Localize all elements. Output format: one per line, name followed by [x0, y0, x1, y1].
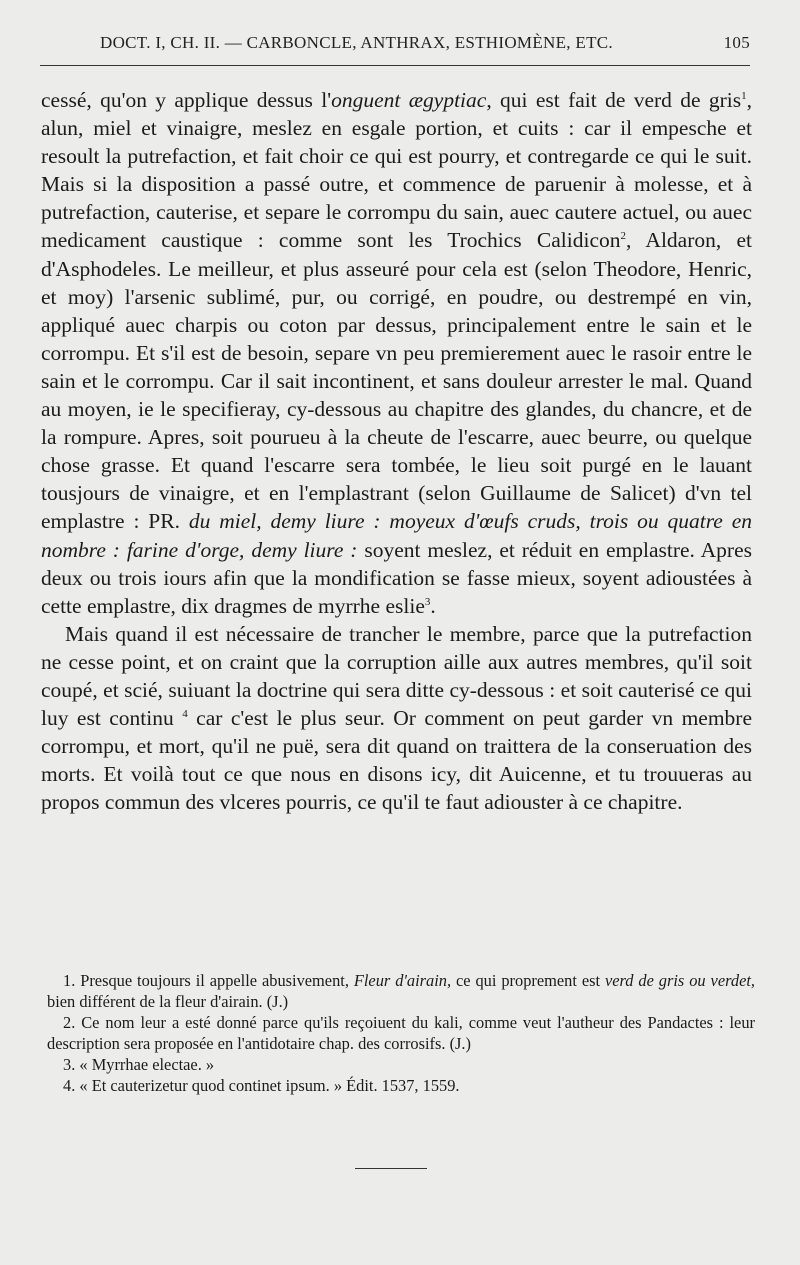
page-number: 105	[723, 33, 750, 52]
footnote-ref-3: 3	[424, 595, 431, 608]
header-rule	[40, 65, 750, 66]
recipe-italic: du miel, demy liure : moyeux d'œufs cruds, trois ou quatre en nombre : farine d'orge, demy liure :	[41, 509, 752, 562]
footnote-ref-4: 4	[182, 708, 188, 721]
end-rule	[355, 1168, 427, 1169]
paragraph-2: Mais quand il est nécessaire de trancher le membre, parce que la putrefaction ne cesse point, et on craint que la corruption aille aux autres membres, qu'il soit coupé, et scié, suiuant la doctrine qui sera ditte cy-dessous : et soit cauterisé ce qui luy est continu $^4$ car c'est le plus seur. Or comment on peut garder vn membre corrompu, et mort, qu'il ne puë, sera dit quand on traittera de la conseruation des morts. Et voilà tout ce que nous en disons icy, dit Auicenne, et tu trouueras au propos commun des vlceres pourris, ce qu'il te faut adiouster à ce chapitre.	[41, 621, 753, 815]
paragraph-1: cessé, qu'on y applique dessus l'onguent ægyptiac, qui est fait de verd de gris$^1$, alun, miel et vinaigre, meslez en esgale portion, et cuits : car il empesche et resoult la putrefaction, et fait choir ce qui est pourry, et contregarde ce qui le suit. Mais si la disposition a passé outre, et commence de paruenir à molesse, et à putrefaction, cauterise, et separe le corrompu du sain, auec cautere actuel, ou auec medicament caustique : comme sont les Trochics Calidicon$^2$, Aldaron, et d'Asphodeles. Le meilleur, et plus asseuré pour cela est (selon Theodore, Henric, et moy) l'arsenic sublimé, pur, ou corrigé, en poudre, ou destrempé en vin, appliqué auec charpis ou coton par dessus, principalement entre le sain et le corrompu. Et s'il est de besoin, separe vn peu premierement auec le rasoir entre le sain et le corrompu. Car il sait incontinent, et sans douleur arrester le mal. Quand au moyen, ie le specifieray, cy-dessous au chapitre des glandes, du chancre, et de la rompure. Apres, soit pourueu à la cheute de l'escarre, auec beurre, ou quelque chose grasse. Et quand l'escarre sera tombée, le lieu soit purgé en le lauant tousjours de vinaigre, et en l'emplastrant (selon Guillaume de Salicet) d'vn tel emplastre : PR. du miel, demy liure : moyeux d'œufs cruds, trois ou quatre en nombre : farine d'orge, demy liure : soyent meslez, et réduit en emplastre. Apres deux ou trois iours afin que la mondification se fasse mieux, soyent adioustées à cette emplastre, dix dragmes de myrrhe eslie$^3$.	[41, 88, 753, 618]
footnote-ref-1: 1	[741, 90, 747, 102]
footnotes	[47, 970, 755, 1096]
footnote-1: 1. Presque toujours il appelle abusivement, Fleur d'airain, ce qui proprement est verd de gris ou verdet, bien différent de la fleur d'airain. (J.)	[47, 971, 755, 1011]
main-text	[41, 86, 752, 816]
footnote-3: 3. « Myrrhae electae. »	[63, 1055, 215, 1074]
footnote-ref-2: 2	[620, 230, 626, 243]
running-title: DOCT. I, CH. II. — CARBONCLE, ANTHRAX, ESTHIOMÈNE, ETC.	[100, 33, 613, 52]
footnote-4: 4. « Et cauterizetur quod continet ipsum. » Édit. 1537, 1559.	[63, 1076, 460, 1095]
italic-phrase: onguent ægyptiac	[331, 88, 487, 112]
footnote-2: 2. Ce nom leur a esté donné parce qu'ils reçoiuent du kali, comme veut l'autheur des Pandactes : leur description sera proposée en l'antidotaire chap. des corrosifs. (J.)	[47, 1013, 755, 1053]
running-header	[40, 33, 750, 53]
